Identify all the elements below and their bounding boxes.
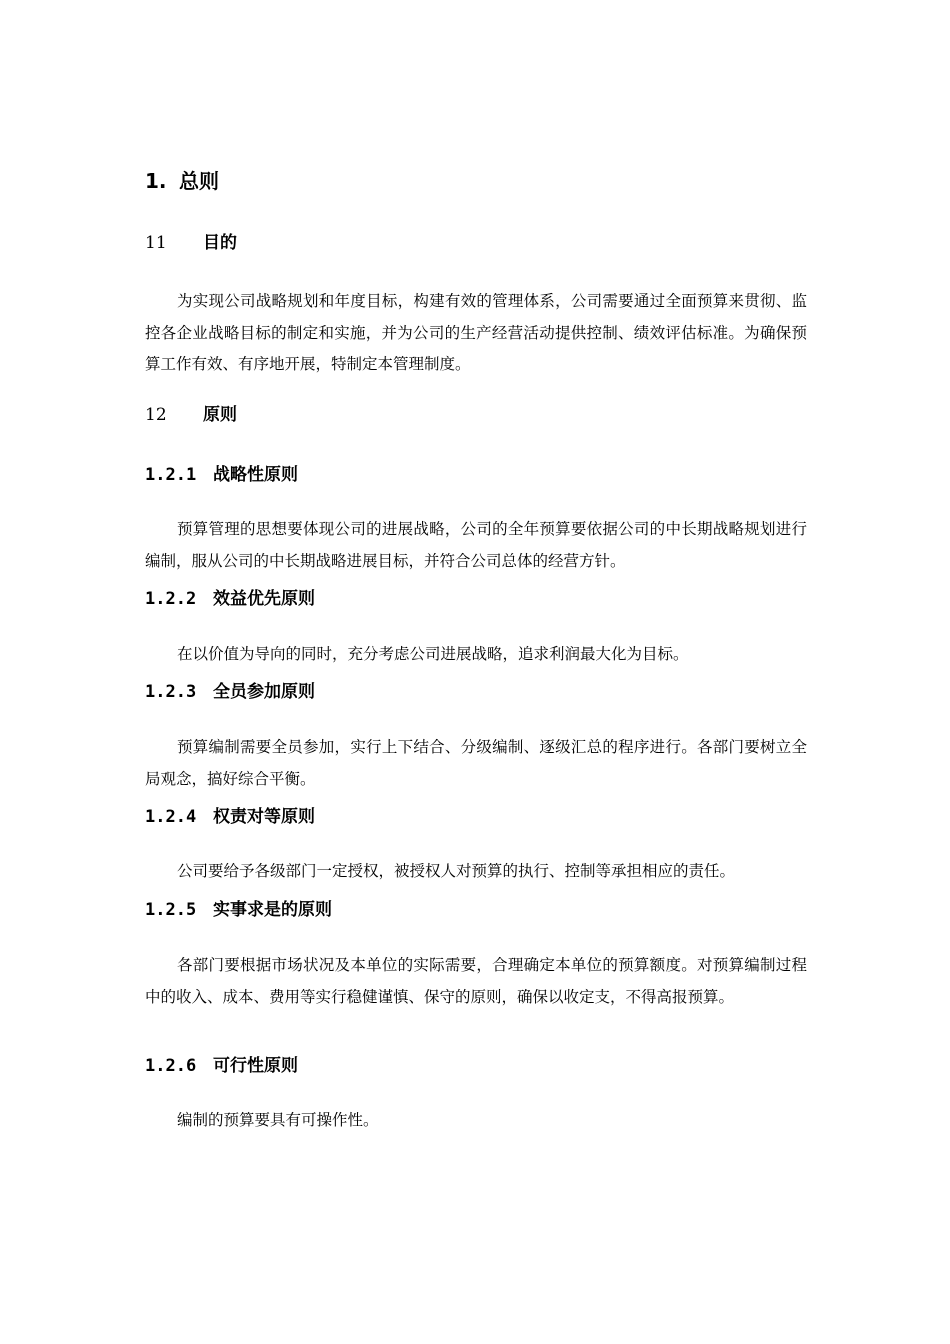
subsection-paragraph: 公司要给予各级部门一定授权，被授权人对预算的执行、控制等承担相应的责任。 bbox=[177, 862, 736, 880]
subsection-title: 可行性原则 bbox=[213, 1056, 298, 1076]
subsection-1-2-1-heading bbox=[145, 462, 298, 488]
subsection-title: 全员参加原则 bbox=[213, 682, 315, 702]
section-number: 1. bbox=[145, 169, 167, 193]
subsection-1-2-5-heading bbox=[145, 897, 332, 923]
subsection-number: 1.2.6 bbox=[145, 1056, 197, 1076]
section-title: 原则 bbox=[203, 405, 237, 425]
subsection-number: 1.2.1 bbox=[145, 465, 197, 485]
section-1-1-heading bbox=[145, 230, 237, 256]
subsection-1-2-4-heading bbox=[145, 804, 315, 830]
subsection-title: 效益优先原则 bbox=[213, 589, 315, 609]
subsection-number: 1.2.3 bbox=[145, 682, 197, 702]
subsection-title: 实事求是的原则 bbox=[213, 900, 332, 920]
section-title: 总则 bbox=[179, 169, 219, 193]
purpose-paragraph: 为实现公司战略规划和年度目标，构建有效的管理体系，公司需要通过全面预算来贯彻、监控各企业战略目标的制定和实施，并为公司的生产经营活动提供控制、绩效评估标准。为确保预算工作有效、有序地开展，特制定本管理制度。 bbox=[145, 292, 807, 373]
section-title: 目的 bbox=[203, 233, 237, 253]
subsection-1-2-3-heading bbox=[145, 679, 315, 705]
subsection-title: 战略性原则 bbox=[213, 465, 298, 485]
section-number: 12 bbox=[145, 405, 167, 425]
subsection-paragraph: 预算管理的思想要体现公司的进展战略，公司的全年预算要依据公司的中长期战略规划进行编制，服从公司的中长期战略进展目标，并符合公司总体的经营方针。 bbox=[145, 520, 807, 570]
subsection-paragraph: 在以价值为导向的同时，充分考虑公司进展战略，追求利润最大化为目标。 bbox=[177, 645, 689, 663]
section-number: 11 bbox=[145, 233, 167, 253]
subsection-paragraph: 预算编制需要全员参加，实行上下结合、分级编制、逐级汇总的程序进行。各部门要树立全局观念，搞好综合平衡。 bbox=[145, 738, 807, 788]
section-1-heading bbox=[145, 166, 219, 196]
subsection-1-2-6-heading bbox=[145, 1053, 298, 1079]
subsection-number: 1.2.2 bbox=[145, 589, 197, 609]
subsection-title: 权责对等原则 bbox=[213, 807, 315, 827]
subsection-paragraph: 各部门要根据市场状况及本单位的实际需要，合理确定本单位的预算额度。对预算编制过程中的收入、成本、费用等实行稳健谨慎、保守的原则，确保以收定支，不得高报预算。 bbox=[145, 956, 807, 1006]
subsection-paragraph: 编制的预算要具有可操作性。 bbox=[177, 1111, 379, 1129]
subsection-1-2-2-heading bbox=[145, 586, 315, 612]
subsection-number: 1.2.4 bbox=[145, 807, 197, 827]
section-1-2-heading bbox=[145, 402, 237, 428]
subsection-number: 1.2.5 bbox=[145, 900, 197, 920]
